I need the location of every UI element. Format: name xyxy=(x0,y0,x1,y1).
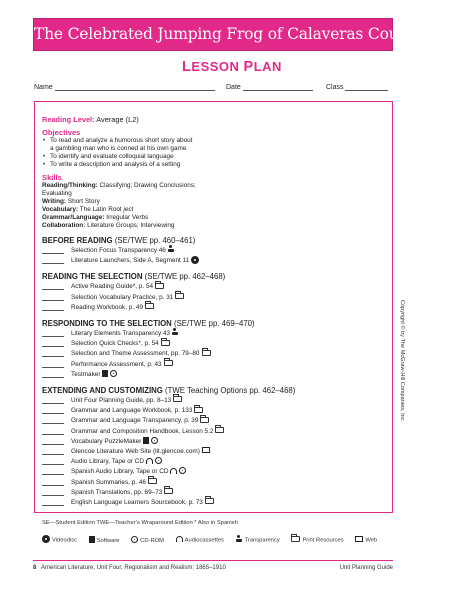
audiocassette-icon xyxy=(170,468,177,474)
print-resources-icon xyxy=(200,417,209,423)
cd-rom-icon xyxy=(151,437,158,444)
reading-selection-heading: READING THE SELECTION (SE/TWE pp. 462–468) xyxy=(42,272,226,282)
print-resources-icon xyxy=(164,360,173,366)
software-icon xyxy=(102,370,108,377)
print-resources-icon xyxy=(148,478,157,484)
title-banner xyxy=(33,18,423,51)
transparency-icon xyxy=(236,535,243,543)
skill-reading: Reading/Thinking: Classifying; Drawing Conclusions; xyxy=(42,182,196,189)
objective-item: • To write a description and analysis of a setting xyxy=(42,161,382,169)
skill-vocabulary: Vocabulary: The Latin Root ject xyxy=(42,206,134,213)
class-field[interactable]: Class xyxy=(326,84,388,91)
checklist-item[interactable]: Audio Library, Tape or CD xyxy=(42,457,382,467)
checklist-item[interactable]: Reading Workbook, p. 49 xyxy=(42,303,382,313)
web-icon xyxy=(355,536,363,542)
print-resources-icon xyxy=(205,498,214,504)
before-reading-heading: BEFORE READING (SE/TWE pp. 460–461) xyxy=(42,236,196,245)
web-icon xyxy=(202,447,210,453)
cd-rom-icon xyxy=(155,457,162,464)
skill-grammar: Grammar/Language: Irregular Verbs xyxy=(42,214,149,221)
print-resources-icon xyxy=(173,396,182,402)
print-resources-icon xyxy=(202,350,211,356)
skill-reading-continued: Evaluating xyxy=(42,190,72,197)
copyright-notice: Copyright © by The McGraw-Hill Companies, Inc. xyxy=(399,300,405,423)
checklist-item[interactable]: Selection and Theme Assessment, pp. 79–80 xyxy=(42,349,382,359)
checklist-item[interactable]: Glencoe Literature Web Site (lit.glencoe.com) xyxy=(42,447,382,457)
checklist-item[interactable]: Selection Vocabulary Practice, p. 31 xyxy=(42,293,382,303)
page-title: LESSON PLAN xyxy=(182,59,282,75)
videodisc-icon xyxy=(42,535,50,543)
checklist-item[interactable]: Spanish Audio Library, Tape or CD xyxy=(42,467,382,477)
name-field[interactable]: Name xyxy=(34,84,215,91)
objectives-heading: Objectives xyxy=(42,128,81,137)
checklist-item[interactable]: Unit Four Planning Guide, pp. 8–13 xyxy=(42,396,382,406)
checklist-item[interactable]: Grammar and Language Transparency, p. 39 xyxy=(42,416,382,426)
checklist-item[interactable]: Vocabulary PuzzleMaker xyxy=(42,437,382,447)
print-resources-icon xyxy=(194,407,203,413)
footer-left: 8 American Literature, Unit Four, Regionalism and Realism: 1865–1910 xyxy=(33,565,226,571)
print-resources-icon xyxy=(145,303,154,309)
checklist-item[interactable]: Grammar and Composition Handbook, Lesson 5.2 xyxy=(42,427,382,437)
checklist-item[interactable]: Literature Launchers, Side A, Segment 11 xyxy=(42,256,382,266)
skills-heading: Skills xyxy=(42,173,62,182)
checklist-item[interactable]: Active Reading Guide*, p. 54 xyxy=(42,282,382,292)
objective-item-continued: a gambling man who is conned at his own game xyxy=(50,145,187,152)
reading-level: Reading Level: Average (L2) xyxy=(42,115,139,124)
checklist-item[interactable]: Performance Assessment, p. 43 xyxy=(42,360,382,370)
footer-right: Unit Planning Guide xyxy=(339,565,393,571)
story-title: The Celebrated Jumping Frog of Calaveras County xyxy=(34,25,423,43)
cd-rom-icon xyxy=(179,467,186,474)
audiocassette-icon xyxy=(176,536,183,542)
footer-divider xyxy=(33,560,393,561)
icon-legend: Videodisc Software CD-ROM Audiocassettes Transparency Print Resources Web xyxy=(42,536,387,544)
responding-heading: RESPONDING TO THE SELECTION (SE/TWE pp. 469–470) xyxy=(42,319,255,329)
print-resources-icon xyxy=(215,427,224,433)
lesson-content xyxy=(42,115,382,508)
skill-writing: Writing: Short Story xyxy=(42,198,100,205)
software-icon xyxy=(143,437,149,444)
checklist-item[interactable]: Spanish Translations, pp. 69–73 xyxy=(42,488,382,498)
skill-collaboration: Collaboration: Literature Groups; Interviewing xyxy=(42,222,175,229)
print-resources-icon xyxy=(155,283,164,289)
checklist-item[interactable]: Spanish Summaries, p. 46 xyxy=(42,478,382,488)
checklist-item[interactable]: Grammar and Language Workbook, p. 133 xyxy=(42,406,382,416)
print-resources-icon xyxy=(175,293,184,299)
transparency-icon xyxy=(172,328,179,336)
audiocassette-icon xyxy=(146,458,153,464)
date-field[interactable]: Date xyxy=(226,84,313,91)
cd-rom-icon xyxy=(110,370,117,377)
objective-item: • To identify and evaluate colloquial language xyxy=(42,153,382,161)
print-resources-icon xyxy=(161,340,170,346)
objective-item: • To read and analyze a humorous short story about xyxy=(42,137,382,145)
checklist-item[interactable]: English Language Learners Sourcebook, p. 73 xyxy=(42,498,382,508)
print-resources-icon xyxy=(164,488,173,494)
transparency-icon xyxy=(168,245,175,253)
checklist-item[interactable]: Selection Quick Checks*, p. 54 xyxy=(42,339,382,349)
software-icon xyxy=(89,536,95,543)
legend-note: SE—Student Edition TWE—Teacher’s Wraparound Edition * Also in Spanish xyxy=(42,520,238,526)
cd-rom-icon xyxy=(131,536,138,543)
videodisc-icon xyxy=(191,256,199,264)
checklist-item[interactable]: Testmaker xyxy=(42,370,382,380)
extending-heading: EXTENDING AND CUSTOMIZING (TWE Teaching Options pp. 462–468) xyxy=(42,386,296,396)
checklist-item[interactable]: Literary Elements Transparency 43 xyxy=(42,329,382,339)
print-resources-icon xyxy=(291,536,300,542)
checklist-item[interactable]: Selection Focus Transparency 46 xyxy=(42,246,382,256)
